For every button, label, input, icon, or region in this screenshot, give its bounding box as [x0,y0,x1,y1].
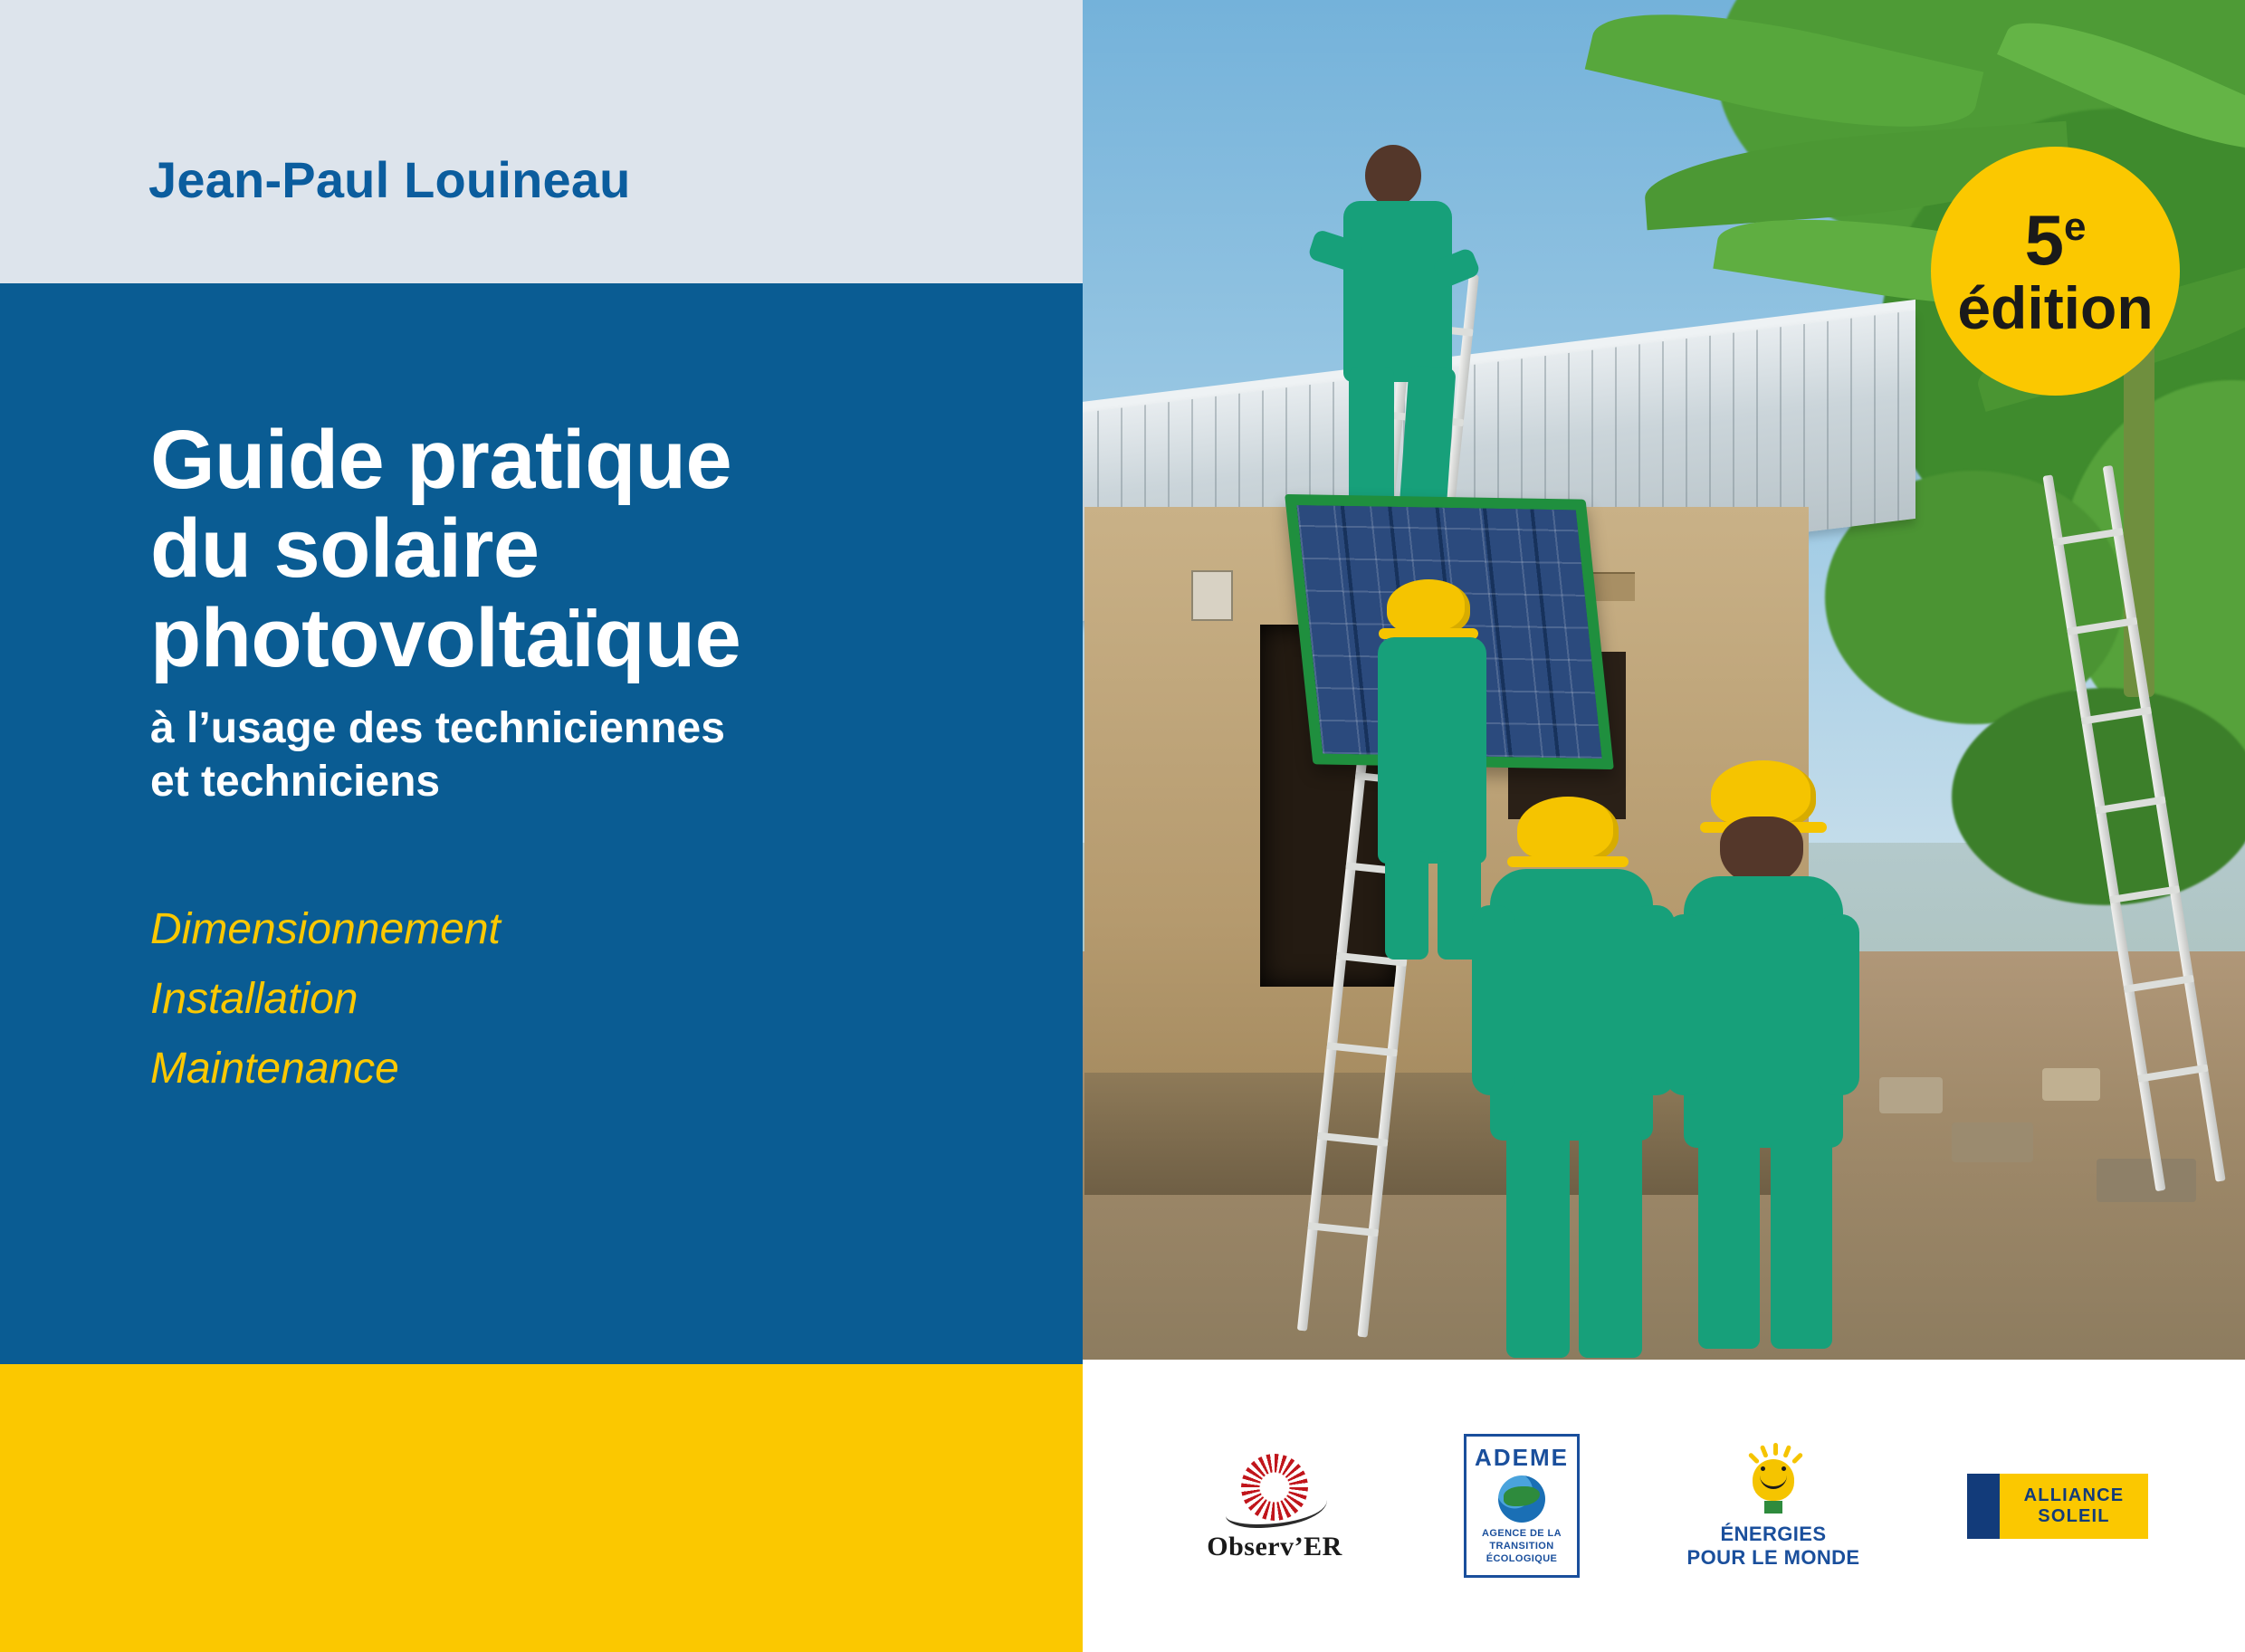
ladder-rung [1308,1222,1379,1237]
worker-overall [1343,201,1452,382]
keyword-dimensionnement: Dimensionnement [150,905,501,954]
logo-observer [1180,1450,1370,1562]
yellow-footer-band [0,1364,1083,1652]
keyword-installation: Installation [150,975,358,1024]
worker-head [1365,145,1421,206]
wall-junction-box [1191,570,1233,621]
edition-number-exponent: e [2063,204,2087,249]
worker-leg [1506,1132,1570,1358]
edition-number-value: 5 [2024,199,2064,280]
ladder-rung [1317,1132,1388,1147]
bulb-ray [1791,1452,1803,1464]
partner-logos [1083,1360,2245,1652]
worker-leg [1698,1139,1760,1349]
bulb-base [1764,1501,1782,1514]
logo-epm-line-2: POUR LE MONDE [1686,1545,1860,1569]
worker-arm [1818,914,1859,1095]
subtitle-line-2: et techniciens [150,757,441,806]
logo-ademe-sub-line-2: TRANSITION [1489,1541,1554,1552]
bulb-ray [1782,1445,1791,1458]
ladder-rung [1326,1042,1397,1056]
bulb-ray [1773,1443,1778,1456]
worker-on-roof [1309,136,1508,543]
keyword-list [150,895,1056,1103]
logo-ademe [1464,1434,1580,1577]
worker-front-right [1662,760,1888,1349]
alliance-blue-bar [1967,1474,2000,1539]
hard-hat-icon [1387,579,1470,635]
hard-hat-icon [1517,797,1619,864]
rubble-3 [2042,1068,2100,1101]
observer-swoosh-icon [1226,1488,1327,1528]
cover-left-column [0,0,1083,1652]
observer-sun-icon [1220,1450,1329,1528]
worker-overall [1378,637,1486,864]
edition-word: édition [1957,273,2154,341]
keyword-maintenance: Maintenance [150,1045,399,1093]
worker-arm [1666,914,1707,1095]
edition-badge [1931,147,2180,396]
logo-epm-label [1674,1523,1873,1569]
title-line-3: photovoltaïque [150,591,741,684]
subtitle [150,702,1056,808]
logo-epm-line-1: ÉNERGIES [1720,1523,1827,1546]
cover-photo [1083,0,2245,1360]
subtitle-line-1: à l’usage des techniciennes [150,704,725,753]
bulb-ray [1748,1452,1760,1464]
title-block [150,415,1056,1104]
rubble-1 [1879,1077,1943,1113]
logo-observer-label: Observ’ER [1207,1531,1342,1561]
title-line-2: du solaire [150,502,540,596]
author-band [0,0,1083,283]
alliance-yellow-panel [2000,1474,2148,1539]
worker-leg [1579,1132,1642,1358]
bulb-ray [1760,1445,1769,1458]
globe-icon [1498,1475,1545,1523]
title-band [0,283,1083,1364]
lightbulb-sun-icon [1732,1443,1815,1517]
logo-ademe-sub-line-1: AGENCE DE LA [1482,1528,1562,1540]
worker-leg [1771,1139,1832,1349]
title-line-1: Guide pratique [150,414,732,506]
logo-energies-pour-le-monde [1674,1443,1873,1569]
edition-number [2024,199,2087,280]
logo-alliance-label: ALLIANCE SOLEIL [2023,1485,2125,1526]
logo-ademe-label: ADEME [1475,1444,1569,1472]
rubble-2 [1952,1122,2033,1162]
worker-head [1720,816,1803,885]
worker-arm [1472,905,1515,1095]
logo-alliance-soleil [1967,1474,2148,1539]
page-title [150,415,1056,683]
logo-ademe-sub-line-3: ÉCOLOGIQUE [1486,1552,1558,1564]
author-name: Jean-Paul Louineau [148,151,631,208]
worker-leg [1385,851,1428,960]
cover-right-column [1083,0,2245,1652]
logo-ademe-sub [1472,1528,1572,1565]
